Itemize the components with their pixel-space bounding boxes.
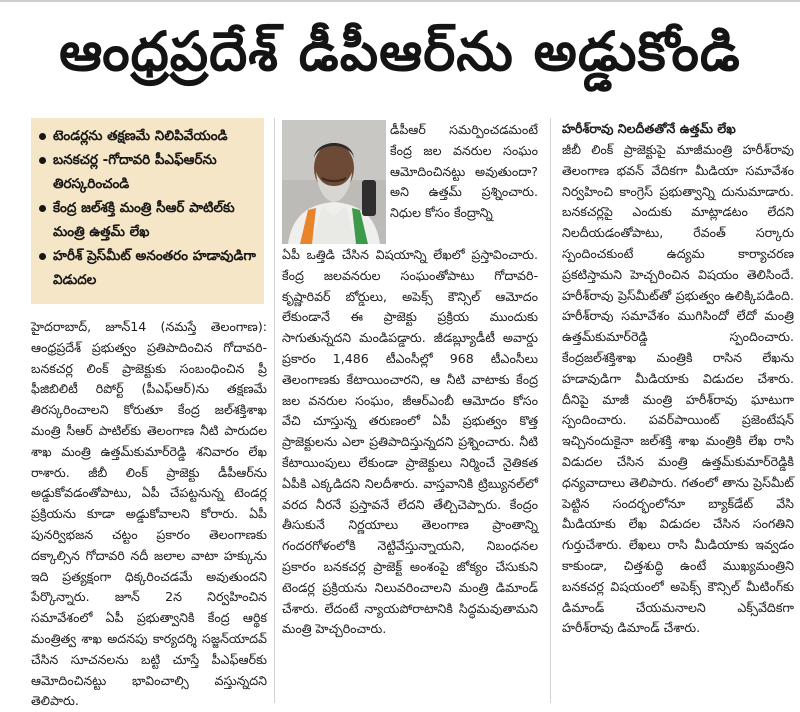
minister-photo-drawing xyxy=(282,120,386,244)
body-text: జీబీ లింక్ ప్రాజెక్టుపై మాజీమంత్రి హరీశ్‌రావు తెలంగాణ భవన్ వేదికగా మీడియా సమావేశం నిర్వహించి కాంగ్రెస్ ప్రభుత్వాన్ని దునుమాడారు. బనకచర్లపై ఎందుకు మాట్లాడటం లేదని నిలదీయడంతోపాటు, రేవంత్ సర్కారు స్పందించకుంటే ఉద్యమ కార్యాచరణ ప్రకటిస్తామని హెచ్చరించిన విషయం తెలిసిందే. హరీశ్‌రావు ప్రెస్‌మీట్‌తో ప్రభుత్వం ఉలిక్కిపడింది. హరీశ్‌రావు సమావేశం ముగిసిందో లేదో మంత్రి ఉత్తమ్‌కుమార్‌రెడ్డి స్పందించారు. కేంద్రజల్‌శక్తిశాఖ మంత్రికి రాసిన లేఖను హడావుడిగా మీడియాకు విడుదల చేశారు. దీనిపై మాజీ మంత్రి హరీశ్‌రావు ఘాటుగా స్పందించారు. పవర్‌పాయింట్ ప్రజెంటేషన్ ఇచ్చినందుకైనా జల్‌శక్తి శాఖ మంత్రికి లేఖ రాసి విడుదల చేసిన మంత్రి ఉత్తమ్‌కుమార్‌రెడ్డికి ధన్యవాదాలు తెలిపారు. గతంలో తాను ప్రెస్‌మీట్ పెట్టిన సందర్భంలోనూ బ్యాక్‌డేట్ వేసి మీడియాకు లేఖ విడుదల చేసిన సంగతిని గుర్తుచేశారు. లేఖలు రాసి మీడియాకు ఇవ్వడం కాకుండా, చిత్తశుద్ధి ఉంటే ముఖ్యమంత్రిని బనకచర్ల విషయంలో అపెక్స్ కౌన్సిల్ మీటింగ్‌కు డిమాండ్ చేయమనాలని ఎక్స్‌వేదికగా హరీశ్‌రావు డిమాండ్ చేశారు. xyxy=(562,142,794,636)
article-column-2 xyxy=(282,245,538,640)
highlight-item: బనకచర్ల -గోదావరి పీఎఫ్‌ఆర్‌ను తిరస్కరించండి xyxy=(39,148,258,196)
subheading: హరీశ్‌రావు నిలదీతతోనే ఉత్తమ్ లేఖ xyxy=(562,121,736,136)
body-text: హైదరాబాద్, జూన్14 (నమస్తే తెలంగాణ): ఆంధ్రప్రదేశ్ ప్రభుత్వం ప్రతిపాదించిన గోదావరి-బనకచర్ల లింక్ ప్రాజెక్టుకు సంబంధించిన ప్రీ ఫీజిబిలిటీ రిపోర్ట్ (పీఎఫ్‌ఆర్)ను తక్షణమే తిరస్కరించాలని కోరుతూ కేంద్ర జల్‌శక్తిశాఖ మంత్రి సీఆర్ పాటిల్‌కు తెలంగాణ నీటి పారుదల శాఖ మంత్రి ఉత్తమ్‌కుమార్‌రెడ్డి శనివారం లేఖ రాశారు. జీబీ లింక్ ప్రాజెక్టు డీపీఆర్‌ను అడ్డుకోవడంతోపాటు, ఏపీ చేపట్టనున్న టెండర్ల ప్రక్రియను కూడా అడ్డుకోవాలని కోరారు. ఏపీ పునర్విభజన చట్టం ప్రకారం తెలంగాణకు దక్కాల్సిన గోదావరి నదీ జలాల వాటా హక్కును ఇది ప్రత్యక్షంగా ధిక్కరించడమే అవుతుందని పేర్కొన్నారు. జూన్ 2న నిర్వహించిన సమావేశంలో ఏపీ ప్రభుత్వానికి కేంద్ర ఆర్థిక మంత్రిత్వ శాఖ అదనపు కార్యదర్శి సజ్జన్‌యాదవ్ చేసిన సూచనలను బట్టి చూస్తే పీఎఫ్‌ఆర్‌కు ఆమోదించినట్టు భావించాల్సి వస్తున్నదని తెలిపారు. xyxy=(31,319,267,709)
top-rule xyxy=(0,0,800,2)
article-column-1 xyxy=(31,317,267,712)
highlight-item: టెండర్లను తక్షణమే నిలిపివేయండి xyxy=(39,124,258,148)
highlights-box xyxy=(31,118,264,304)
headline: ఆంధ్రప్రదేశ్ డీపీఆర్‌ను అడ్డుకోండి xyxy=(59,19,741,83)
article-column-3 xyxy=(562,121,794,639)
body-text: ఏపీ ఒత్తిడి చేసిన విషయాన్ని లేఖలో ప్రస్తావించారు. కేంద్ర జలవనరుల సంఘంతోపాటు గోదావరి-కృష్ణారివర్ బోర్డులు, అపెక్స్ కౌన్సిల్ ఆమోదం లేకుండానే ఈ ప్రాజెక్టు ప్రక్రియ ముందుకు సాగుతున్నదని మండిపడ్డారు. జీడబ్ల్యూడీటీ అవార్డు ప్రకారం 1,486 టీఎంసీల్లో 968 టీఎంసీలు తెలంగాణకు కేటాయించారని, ఆ నీటి వాటాకు కేంద్ర జల వనరుల సంఘం, జీఆర్‌ఎంబీ ఆమోదం కోసం వేచి చూస్తున్న తరుణంలో ఏపీ ప్రభుత్వం కొత్త ప్రాజెక్టులను ఎలా ప్రతిపాదిస్తున్నదని ప్రశ్నించారు. నీటి కేటాయింపులు లేకుండా ప్రాజెక్టులు నిర్మించే నైతికత ఏపీకి ఎక్కడిదని నిలదీశారు. వాస్తవానికి ట్రిబ్యునల్‌లో వరద నీరనే ప్రస్తావనే లేదని తేల్చిచెప్పారు. కేంద్రం తీసుకునే నిర్ణయాలు తెలంగాణ ప్రాంతాన్ని గందరగోళంలోకి నెట్టివేస్తున్నాయని, నిబంధనల ప్రకారం బనకచర్ల ప్రాజెక్ట్ అంశంపై జోక్యం చేసుకుని టెండర్ల ప్రక్రియను నిలువరించాలని మంత్రి డిమాండ్ చేశారు. లేదంటే న్యాయపోరాటానికి సిద్ధమవుతామని మంత్రి హెచ్చరించారు. xyxy=(282,247,538,637)
body-text: డీపీఆర్ సమర్పించడమంటే కేంద్ర జల వనరుల సంఘం ఆమోదించినట్టు అవుతుందా? అని ఉత్తమ్ ప్రశ్నించారు. నిధుల కోసం కేంద్రాన్ని xyxy=(390,122,538,221)
column-divider xyxy=(274,118,275,703)
minister-photo xyxy=(282,120,386,244)
column-divider xyxy=(550,118,551,703)
highlights-list xyxy=(31,118,264,292)
highlight-item: కేంద్ర జల్‌శక్తి మంత్రి సీఆర్ పాటిల్‌కు మంత్రి ఉత్తమ్ లేఖ xyxy=(39,196,258,244)
highlight-item: హరీశ్ ప్రెస్‌మీట్ అనంతరం హడావుడిగా విడుదల xyxy=(39,244,258,292)
article-column-2-top xyxy=(390,120,538,224)
